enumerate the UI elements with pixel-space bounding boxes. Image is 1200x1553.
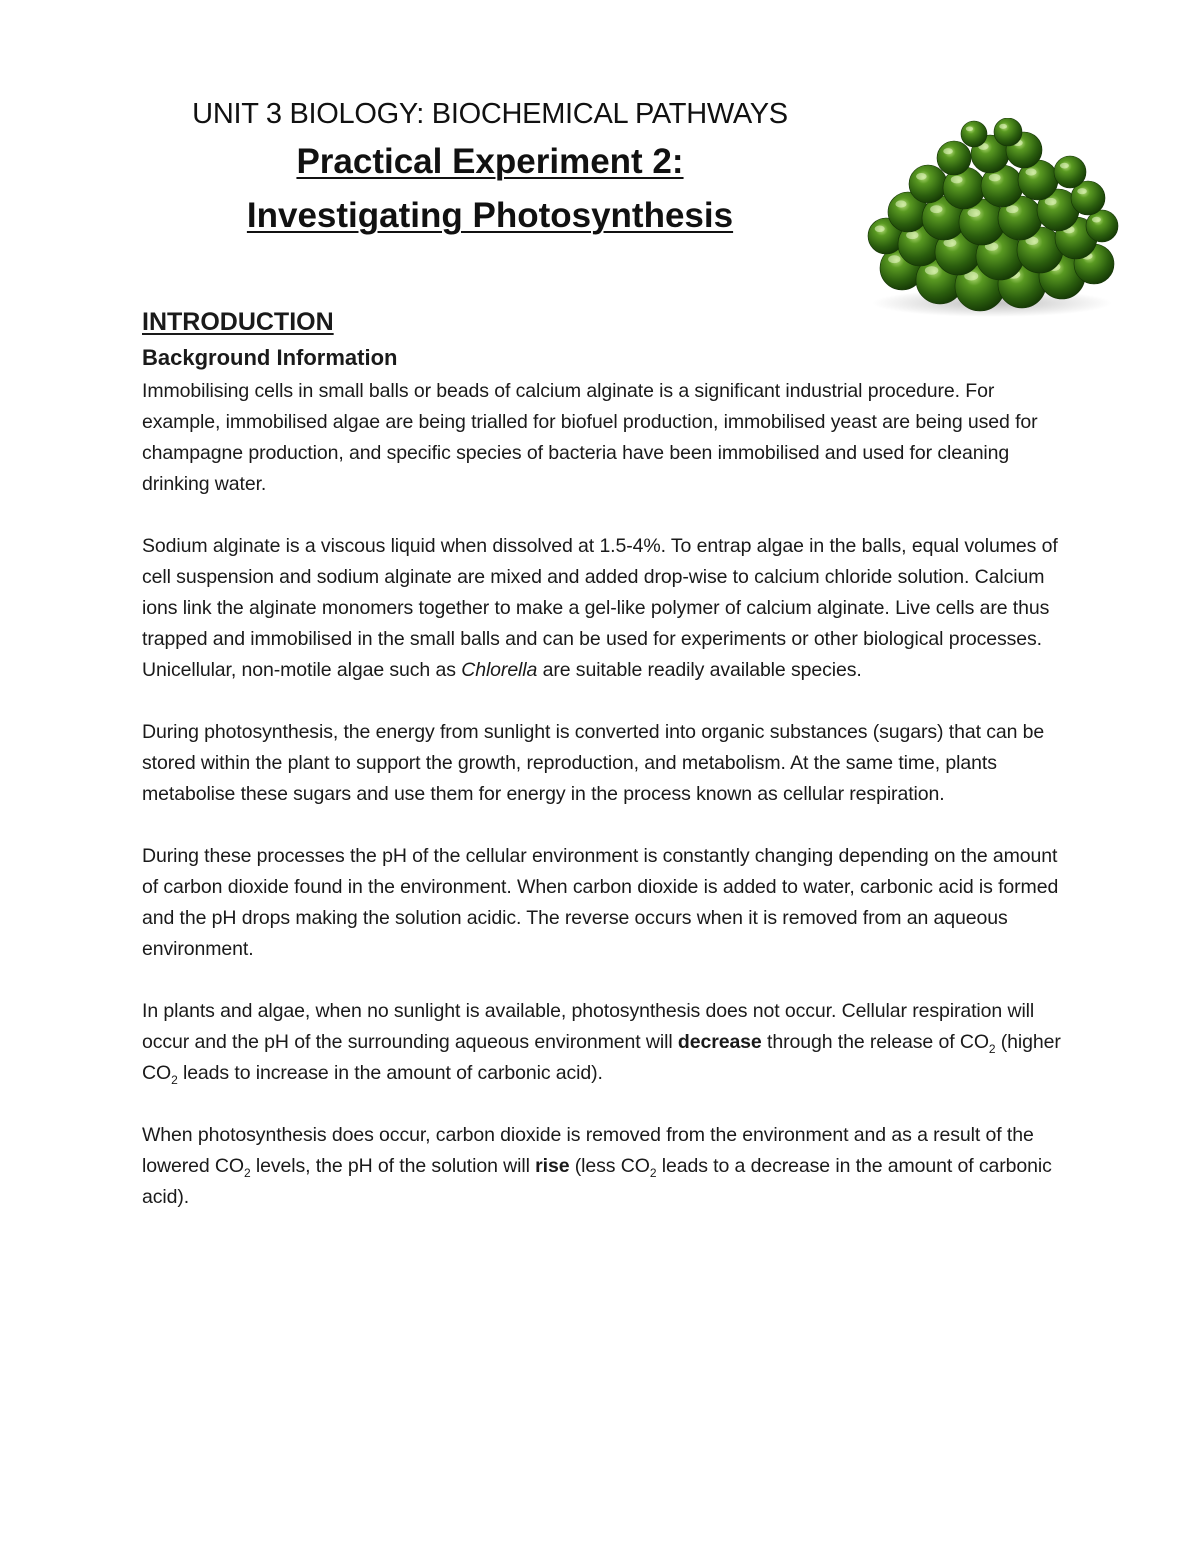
text-segment: levels, the pH of the solution will — [250, 1155, 536, 1177]
paragraph-no-sunlight — [142, 996, 1072, 1089]
bead-highlight — [968, 209, 981, 217]
bead-highlight — [1077, 188, 1087, 194]
bead-highlight — [875, 226, 885, 232]
paragraph-immobilising-cells: Immobilising cells in small balls or beads of calcium alginate is a significant industrial procedure. For example, immobilised algae are being trialled for biofuel production, immobilised yeast are being used for champagne production, and specific species of bacteria have been immobilised and used for cleaning drinking water. — [142, 380, 1038, 495]
bead-highlight — [966, 126, 973, 131]
bead-highlight — [1092, 217, 1101, 223]
algae-bead — [1054, 156, 1086, 188]
bead-highlight — [916, 173, 927, 180]
bead-highlight — [943, 148, 953, 154]
text-segment: (less CO — [569, 1155, 650, 1177]
algae-bead — [994, 118, 1022, 146]
background-information-heading: Background Information — [142, 345, 398, 370]
text-segment: leads to a decrease in the amount of carbonic acid). — [142, 1155, 1052, 1208]
paragraph-sodium-alginate — [142, 531, 1072, 686]
text-segment: In plants and algae, when no sunlight is available, photosynthesis does not occur. Cellular respiration will occur and the pH of the surrounding aqueous environment will — [142, 1000, 1035, 1053]
text-segment: (higher CO — [142, 1031, 1061, 1084]
bead-highlight — [930, 205, 942, 213]
unit-title: UNIT 3 BIOLOGY: BIOCHEMICAL PATHWAYS — [192, 98, 788, 130]
emphasis-rise: rise — [535, 1155, 570, 1177]
page-title-line2: Investigating Photosynthesis — [246, 196, 734, 235]
paragraph-ph-changes: During these processes the pH of the cellular environment is constantly changing depending on the amount of carbon dioxide found in the environment. When carbon dioxide is added to water, carbonic acid is formed and the pH drops making the solution acidic. The reverse occurs when it is removed from an aqueous environment. — [142, 845, 1059, 960]
bead-highlight — [999, 124, 1007, 129]
emphasis-decrease: decrease — [677, 1031, 762, 1053]
text-segment: When photosynthesis does occur, carbon dioxide is removed from the environment and as a result of the lowered CO — [142, 1124, 1034, 1177]
paragraph-photosynthesis: During photosynthesis, the energy from sunlight is converted into organic substances (sugars) that can be stored within the plant to support the growth, reproduction, and metabolism. At the same time, plants metabolise these sugars and use them for energy in the process known as cellular respiration. — [142, 721, 1045, 805]
introduction-heading: INTRODUCTION — [142, 308, 334, 336]
text-segment: leads to increase in the amount of carbonic acid). — [177, 1062, 603, 1084]
bead-highlight — [895, 200, 906, 207]
bead-highlight — [1025, 168, 1036, 175]
text-segment: are suitable readily available species. — [537, 659, 862, 681]
text-segment: Sodium alginate is a viscous liquid when dissolved at 1.5-4%. To entrap algae in the balls, equal volumes of cell suspension and sodium alginate are mixed and added drop-wise to calcium chloride solution. Calcium ions link the alginate monomers together to make a gel-like polymer of calcium alginate. Live cells are thus trapped and immobilised in the small balls and can be used for experiments or other biological processes. Unicellular, non-motile algae such as — [142, 535, 1058, 681]
text-segment: through the release of CO — [761, 1031, 989, 1053]
page-title-line1: Practical Experiment 2: — [296, 142, 684, 181]
bead-highlight — [888, 255, 900, 263]
bead-highlight — [925, 266, 938, 275]
subscript-2: 2 — [988, 1041, 996, 1056]
bead-highlight — [906, 231, 918, 239]
algae-beads-image — [862, 118, 1122, 318]
bead-highlight — [1045, 198, 1057, 206]
main-content — [142, 304, 1072, 1244]
bead-highlight — [989, 174, 1001, 182]
species-name: Chlorella — [461, 659, 538, 681]
algae-bead — [909, 165, 947, 203]
subscript-2: 2 — [171, 1072, 178, 1087]
subscript-2: 2 — [243, 1165, 251, 1180]
algae-bead — [937, 141, 971, 175]
subscript-2: 2 — [649, 1165, 657, 1180]
bead-highlight — [951, 176, 963, 184]
bead-highlight — [1060, 163, 1069, 169]
algae-bead — [961, 121, 987, 147]
paragraph-photosynthesis-occurs — [142, 1120, 1072, 1213]
